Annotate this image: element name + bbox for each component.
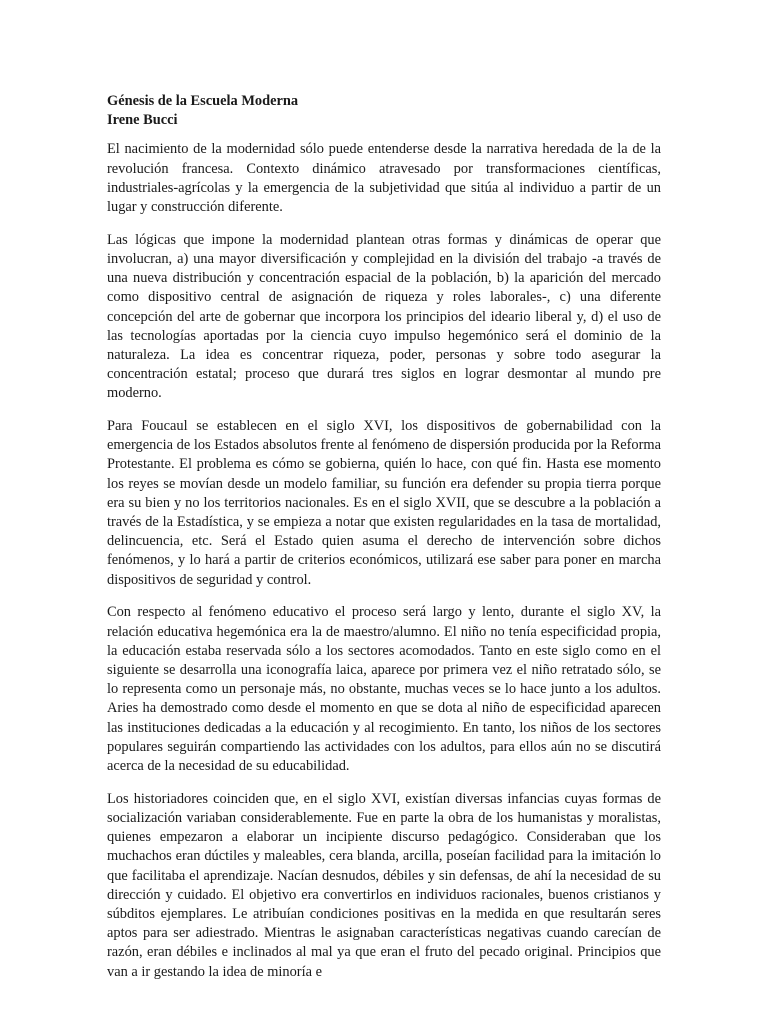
document-body	[107, 92, 661, 995]
paragraph-4: Con respecto al fenómeno educativo el proceso será largo y lento, durante el siglo XV, la relación educativa hegemónica era la de maestro/alumno. El niño no tenía especificidad propia, la educación estaba reservada sólo a los sectores acomodados. Tanto en este siglo como en el siguiente se desarrolla una iconografía laica, aparece por primera vez el niño retratado sólo, se lo representa como un personaje más, no obstante, muchas veces se lo hace junto a los adultos. Aries ha demostrado como desde el momento en que se dota al niño de especificidad aparecen las instituciones dedicadas a la educación y al recogimiento. En tanto, los niños de los sectores populares seguirán compartiendo las actividades con los adultos, para ellos aún no se discutirá acerca de la necesidad de su educabilidad.	[107, 604, 661, 774]
paragraph-2: Las lógicas que impone la modernidad plantean otras formas y dinámicas de operar que involucran, a) una mayor diversificación y complejidad en la división del trabajo -a través de una nueva distribución y concentración espacial de la población, b) la aparición del mercado como dispositivo central de asignación de riqueza y roles laborales-, c) una diferente concepción del arte de gobernar que incorpora los principios del ideario liberal y, d) el uso de las tecnologías aportadas por la ciencia cuyo impulso hegemónico será el dominio de la naturaleza. La idea es concentrar riqueza, poder, personas y sobre todo asegurar la concentración estatal; proceso que durará tres siglos en lograr desmontar al mundo pre moderno.	[107, 231, 661, 402]
document-author: Irene Bucci	[107, 112, 178, 129]
paragraph-3: Para Foucaul se establecen en el siglo XVI, los dispositivos de gobernabilidad con la emergencia de los Estados absolutos frente al fenómeno de dispersión producida por la Reforma Protestante. El problema es cómo se gobierna, quién lo hace, con qué fin. Hasta ese momento los reyes se movían desde un modelo familiar, su función era defender su propia tierra porque era su bien y no los territorios nacionales. Es en el siglo XVII, que se descubre a la población a través de la Estadística, y se empieza a notar que existen regularidades en la tasa de mortalidad, delincuencia, etc. Será el Estado quien asuma el derecho de intervención sobre dichos fenómenos, y lo hará a partir de criterios económicos, utilizará ese saber para poner en marcha dispositivos de seguridad y control.	[107, 418, 662, 588]
document-title: Génesis de la Escuela Moderna	[107, 93, 299, 109]
paragraph-5: Los historiadores coinciden que, en el siglo XVI, existían diversas infancias cuyas formas de socialización variaban considerablemente. Fue en parte la obra de los humanistas y moralistas, quienes empezaron a elaborar un incipiente discurso pedagógico. Consideraban que los muchachos eran dúctiles y maleables, cera blanda, arcilla, poseían facilidad para la imitación lo que facilitaba el aprendizaje. Nacían desnudos, débiles y sin defensas, de ahí la necesidad de su dirección y cuidado. El objetivo era convertirlos en individuos racionales, buenos cristianos y súbditos ejemplares. Le atribuían condiciones positivas en la medida en que resultarán seres aptos para ser adiestrado. Mientras le asignaban características negativas cuando carecían de razón, eran débiles e inclinados al mal ya que eran el fruto del pecado original. Principios que van a ir gestando la idea de minoría e	[107, 790, 661, 980]
title-block	[107, 92, 661, 130]
paragraph-1: El nacimiento de la modernidad sólo puede entenderse desde la narrativa heredada de la de la revolución francesa. Contexto dinámico atravesado por transformaciones científicas, industriales-agrícolas y la emergencia de la subjetividad que sitúa al individuo a partir de un lugar y construcción diferente.	[107, 141, 661, 216]
